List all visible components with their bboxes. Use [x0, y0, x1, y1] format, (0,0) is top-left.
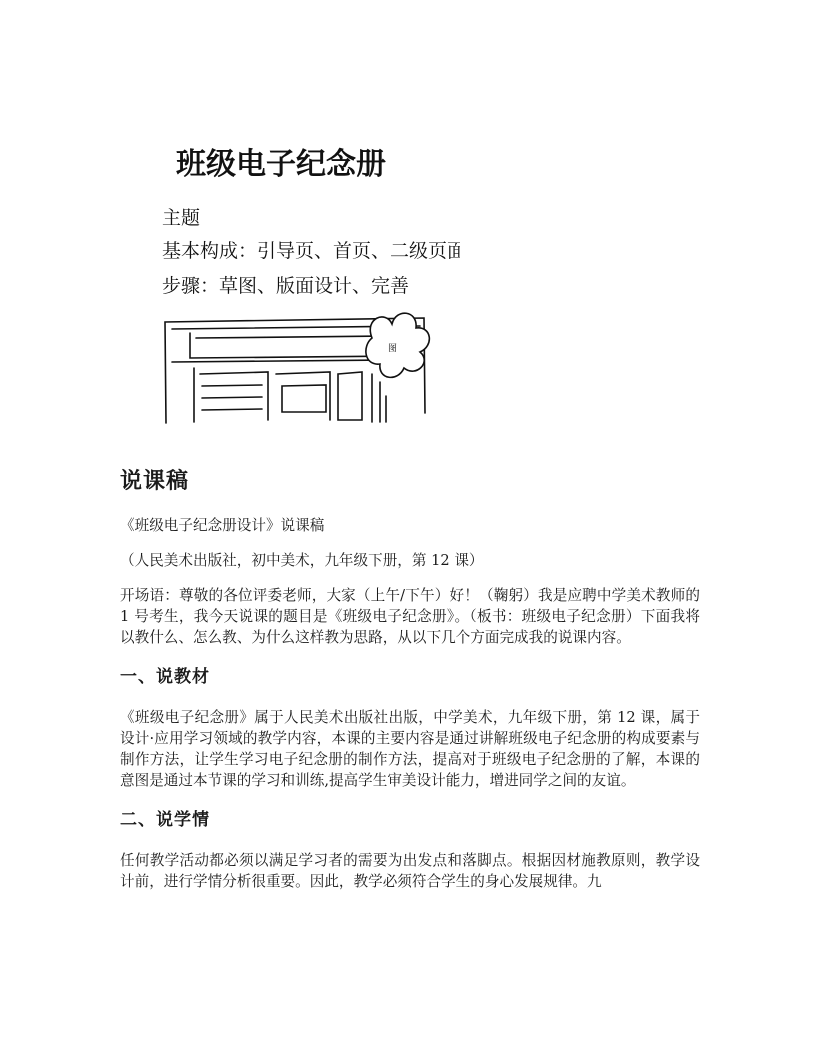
section-heading-students: 二、说学情: [120, 810, 210, 830]
publisher-info: （人民美术出版社，初中美术，九年级下册，第 12 课）: [120, 552, 484, 569]
section-paragraph-textbook: 《班级电子纪念册》属于人民美术出版社出版，中学美术，九年级下册，第 12 课，属于设计·应用学习领域的教学内容，本课的主要内容是通过讲解班级电子纪念册的构成要素与制作方法，让学生学习电子纪念册的制作方法，提高对于班级电子纪念册的了解，本课的意图是通过本节课的学习和训练,提高学生审美设计能力，增进同学之间的友谊。: [120, 709, 700, 789]
handwritten-sketch: [150, 130, 460, 430]
sketch-title: 班级电子纪念册: [176, 147, 386, 182]
opening-paragraph: 开场语：尊敬的各位评委老师，大家（上午/下午）好！（鞠躬）我是应聘中学美术教师的 1 号考生，我今天说课的题目是《班级电子纪念册》。（板书：班级电子纪念册）下面我将以教什么、怎么教、为什么这样教为思路，从以下几个方面完成我的说课内容。: [120, 587, 700, 646]
flower-cloud-shape: [366, 313, 429, 377]
flower-label: 图: [388, 344, 398, 354]
sketch-drawing: [150, 130, 460, 430]
document-title: 说课稿: [120, 469, 190, 494]
sketch-line-structure: 基本构成：引导页、首页、二级页面: [162, 240, 460, 262]
document-body: [120, 464, 700, 906]
section-heading-textbook: 一、说教材: [120, 667, 210, 687]
sketch-line-steps: 步骤：草图、版面设计、完善: [162, 275, 410, 297]
sketch-line-topic: 主题: [162, 207, 201, 229]
section-paragraph-students: 任何教学活动都必须以满足学习者的需要为出发点和落脚点。根据因材施教原则，教学设计前，进行学情分析很重要。因此，教学必须符合学生的身心发展规律。九: [120, 852, 700, 890]
lesson-title: 《班级电子纪念册设计》说课稿: [120, 517, 325, 534]
